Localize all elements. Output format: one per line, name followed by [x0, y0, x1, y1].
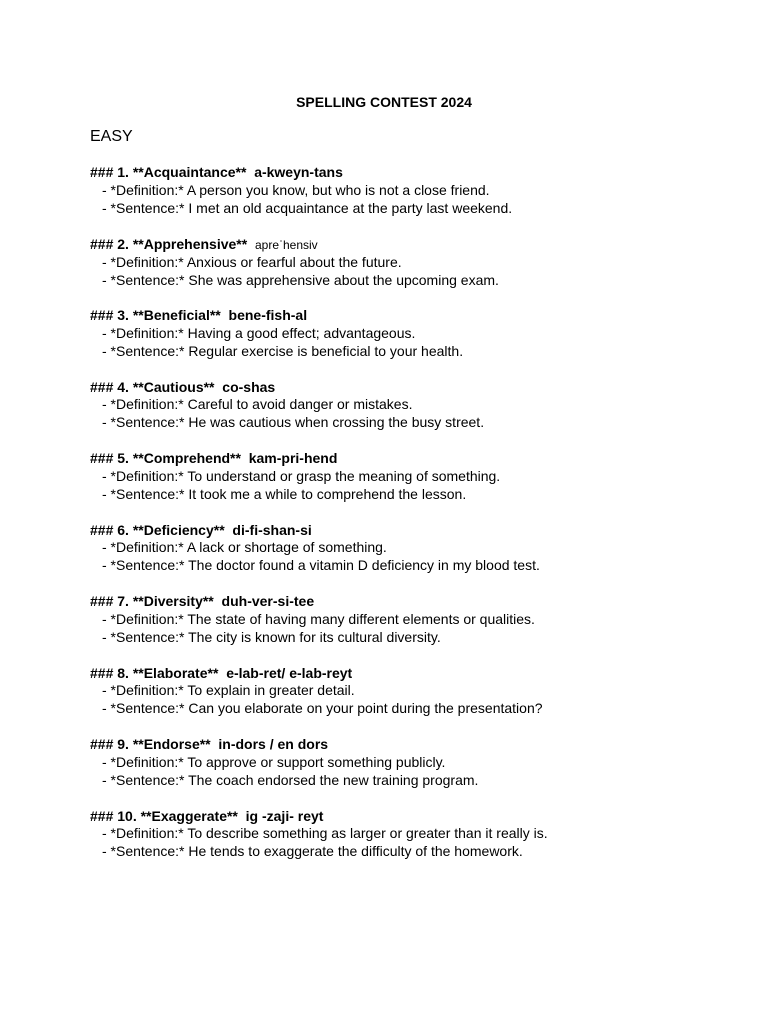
word-definition: - *Definition:* A person you know, but who is not a close friend.	[102, 181, 490, 198]
word-definition: - *Definition:* To approve or support something publicly.	[102, 753, 446, 770]
word-sentence: - *Sentence:* He was cautious when crossing the busy street.	[102, 414, 485, 431]
word-entry	[90, 808, 730, 880]
word-title: ### 6. **Deficiency**	[90, 521, 225, 538]
word-pronunciation: co-shas	[222, 378, 276, 395]
word-pronunciation: duh-ver-si-tee	[221, 593, 315, 609]
word-title: ### 9. **Endorse**	[90, 736, 211, 752]
word-heading	[90, 808, 730, 826]
word-title: ### 10. **Exaggerate**	[90, 807, 238, 824]
word-pronunciation: ig -zaji- reyt	[245, 807, 324, 824]
word-definition: - *Definition:* Anxious or fearful about the future.	[102, 254, 402, 271]
word-heading	[90, 665, 730, 683]
word-definition: - *Definition:* The state of having many different elements or qualities.	[102, 610, 535, 627]
word-title: ### 2. **Apprehensive**	[90, 235, 248, 252]
word-sentence: - *Sentence:* She was apprehensive about the upcoming exam.	[102, 272, 499, 289]
word-pronunciation: bene-fish-al	[228, 307, 308, 323]
word-pronunciation: di-fi-shan-si	[232, 521, 312, 538]
word-heading	[90, 522, 730, 540]
word-entry	[90, 736, 730, 808]
word-heading	[90, 450, 730, 468]
word-sentence: - *Sentence:* Regular exercise is beneficial to your health.	[102, 342, 464, 359]
word-title: ### 3. **Beneficial**	[90, 307, 221, 323]
word-entry	[90, 236, 730, 308]
word-definition: - *Definition:* Having a good effect; advantageous.	[102, 324, 416, 341]
word-heading	[90, 379, 730, 397]
word-entry	[90, 522, 730, 594]
word-pronunciation: in-dors / en dors	[218, 736, 329, 752]
word-sentence: - *Sentence:* The city is known for its cultural diversity.	[102, 628, 441, 645]
word-definition: - *Definition:* To describe something as larger or greater than it really is.	[102, 825, 548, 842]
word-sentence: - *Sentence:* It took me a while to comprehend the lesson.	[102, 485, 467, 502]
document-title: SPELLING CONTEST 2024	[296, 94, 472, 110]
word-title: ### 5. **Comprehend**	[90, 450, 241, 466]
word-entry	[90, 665, 730, 737]
word-pronunciation: kam-pri-hend	[248, 450, 338, 466]
word-sentence: - *Sentence:* Can you elaborate on your point during the presentation?	[102, 700, 543, 717]
word-definition: - *Definition:* Careful to avoid danger or mistakes.	[102, 396, 413, 413]
word-entry	[90, 593, 730, 665]
word-title: ### 4. **Cautious**	[90, 378, 215, 395]
word-heading	[90, 236, 730, 255]
word-title: ### 7. **Diversity**	[90, 593, 214, 609]
word-sentence: - *Sentence:* The coach endorsed the new training program.	[102, 771, 479, 788]
word-sentence: - *Sentence:* He tends to exaggerate the difficulty of the homework.	[102, 843, 523, 860]
word-entry	[90, 307, 730, 379]
word-definition: - *Definition:* To understand or grasp the meaning of something.	[102, 467, 501, 484]
word-heading	[90, 593, 730, 611]
word-heading	[90, 164, 730, 182]
word-sentence: - *Sentence:* The doctor found a vitamin D deficiency in my blood test.	[102, 557, 540, 574]
word-title: ### 8. **Elaborate**	[90, 664, 219, 681]
difficulty-level-heading: EASY	[90, 128, 133, 145]
word-sentence: - *Sentence:* I met an old acquaintance at the party last weekend.	[102, 199, 513, 216]
word-list	[90, 164, 730, 879]
word-pronunciation: apreˈhensiv	[254, 237, 318, 252]
word-entry	[90, 450, 730, 522]
word-definition: - *Definition:* To explain in greater detail.	[102, 682, 355, 699]
word-heading	[90, 307, 730, 325]
word-pronunciation: e-lab-ret/ e-lab-reyt	[226, 664, 353, 681]
word-entry	[90, 379, 730, 451]
word-entry	[90, 164, 730, 236]
word-heading	[90, 736, 730, 754]
word-definition: - *Definition:* A lack or shortage of something.	[102, 539, 387, 556]
word-pronunciation: a-kweyn-tans	[254, 164, 343, 180]
word-title: ### 1. **Acquaintance**	[90, 164, 247, 180]
